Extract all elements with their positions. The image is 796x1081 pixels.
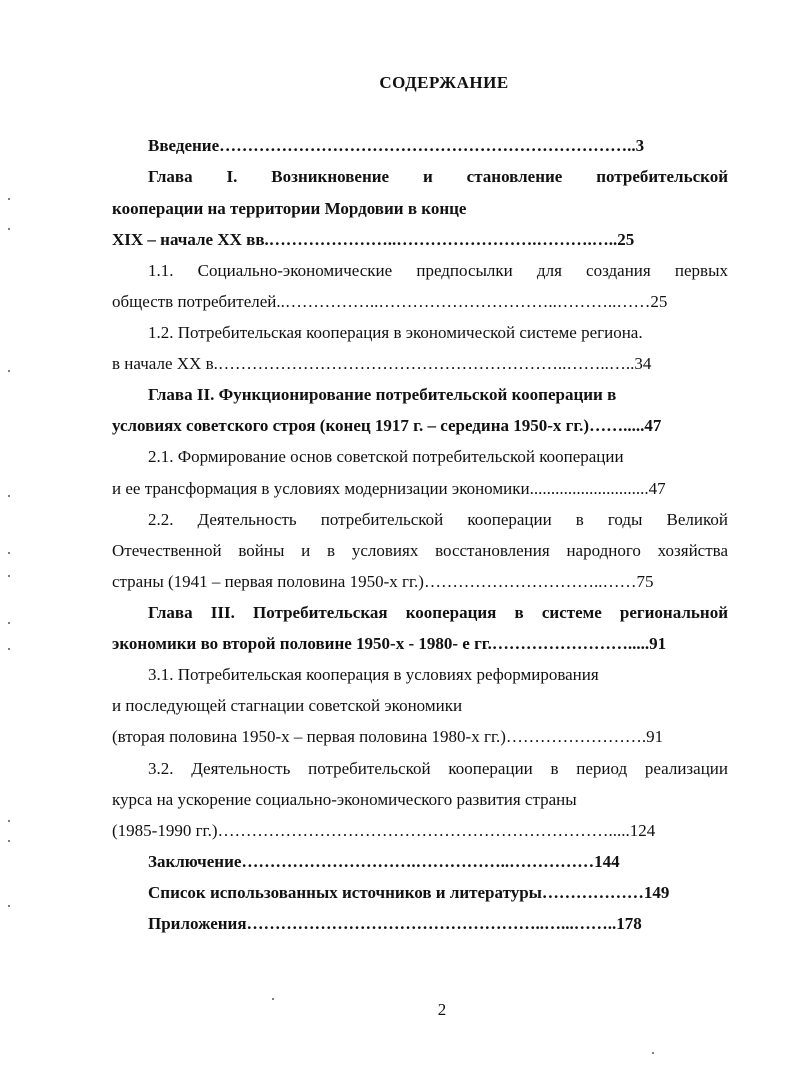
scan-speck: [8, 648, 10, 650]
toc-appendix: Приложения……………………………………………..…...……..178: [148, 914, 642, 933]
page-title: СОДЕРЖАНИЕ: [379, 73, 509, 92]
toc-chapter3-line2: экономики во второй половине 1950-х - 1980- е гг.…………………….....91: [112, 634, 667, 653]
toc-section12-line2: в начале XX в.……………………………………………………..……..…..34: [112, 354, 652, 373]
toc-section31-line1: 3.1. Потребительская кооперация в условиях реформирования: [148, 665, 599, 684]
toc-sources: Список использованных источников и литературы………………149: [148, 883, 670, 902]
toc-section12-line1: 1.2. Потребительская кооперация в экономической системе региона.: [148, 323, 643, 342]
scan-speck: [8, 575, 10, 577]
toc-section32-line2: курса на ускорение социально-экономического развития страны: [112, 790, 577, 809]
page-number: 2: [437, 1000, 447, 1019]
toc-conclusion: Заключение………………………….……………..……………144: [148, 852, 620, 871]
toc-chapter1-line2: кооперации на территории Мордовии в конце: [112, 199, 467, 218]
scan-speck: [8, 905, 10, 907]
toc-section31-line2: и последующей стагнации советской экономики: [112, 696, 463, 715]
toc-section21-line2: и ее трансформация в условиях модернизации экономики............................47: [112, 479, 666, 498]
toc-section32-line1: 3.2. Деятельность потребительской кооперации в период реализации: [148, 759, 728, 778]
toc-chapter2-line1: Глава II. Функционирование потребительской кооперации в: [148, 385, 617, 404]
scan-speck: [652, 1052, 654, 1054]
toc-section21-line1: 2.1. Формирование основ советской потребительской кооперации: [148, 447, 624, 466]
scan-speck: [8, 622, 10, 624]
toc-section11-line2: обществ потребителей..……………..…………………………..………..……25: [112, 292, 668, 311]
toc-section11-line1: 1.1. Социально-экономические предпосылки для создания первых: [148, 261, 728, 280]
toc-chapter3-line1: Глава III. Потребительская кооперация в системе региональной: [148, 603, 728, 622]
scan-speck: [8, 198, 10, 200]
scan-speck: [272, 998, 274, 1000]
toc-chapter1-line3: XIX – начале XX вв.…………………..…………………….……….…..25: [112, 230, 635, 249]
toc-intro: Введение………………………………………………………………..3: [148, 136, 645, 155]
scan-speck: [8, 840, 10, 842]
toc-section31-line3: (вторая половина 1950-х – первая половина 1980-х гг.)…………………….91: [112, 727, 664, 746]
scan-speck: [8, 820, 10, 822]
scan-speck: [8, 495, 10, 497]
toc-section22-line2: Отечественной войны и в условиях восстановления народного хозяйства: [112, 541, 728, 560]
toc-section22-line1: 2.2. Деятельность потребительской кооперации в годы Великой: [148, 510, 728, 529]
toc-chapter1-line1: Глава I. Возникновение и становление потребительской: [148, 167, 728, 186]
scan-speck: [8, 228, 10, 230]
toc-section32-line3: (1985-1990 гг.)…………………………………………………………….....124: [112, 821, 656, 840]
toc-section22-line3: страны (1941 – первая половина 1950-х гг.)…………………………..……75: [112, 572, 654, 591]
scan-speck: [8, 370, 10, 372]
scan-speck: [8, 552, 10, 554]
toc-chapter2-line2: условиях советского строя (конец 1917 г. – середина 1950-х гг.)…….....47: [112, 416, 662, 435]
